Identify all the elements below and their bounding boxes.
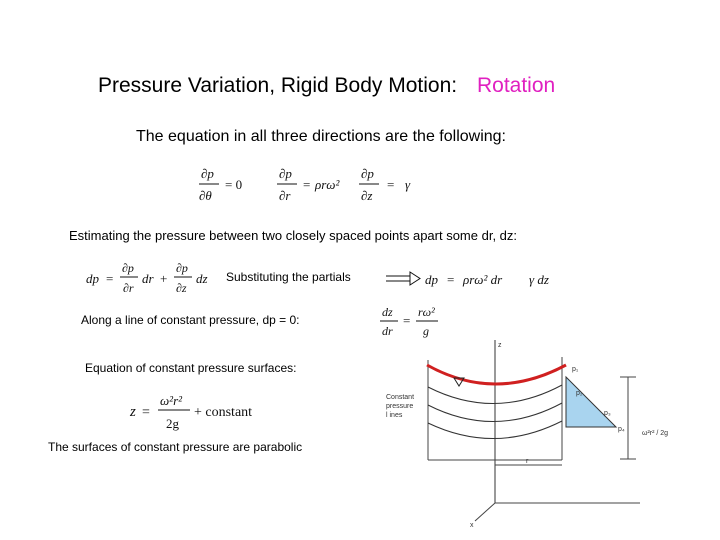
equation-substituted <box>425 264 565 292</box>
right-arrow-icon <box>386 272 422 286</box>
svg-text:γ: γ <box>405 177 411 192</box>
p1-label: p₁ <box>572 366 579 373</box>
svg-text:∂r: ∂r <box>279 188 291 203</box>
equation-partials <box>195 160 425 208</box>
svg-text:=: = <box>106 271 114 286</box>
svg-text:z: z <box>130 404 136 420</box>
svg-text:∂r: ∂r <box>123 281 134 295</box>
height-label: ω²r² / 2g <box>642 430 669 437</box>
svg-text:∂p: ∂p <box>176 261 188 275</box>
r-label: r <box>526 458 529 465</box>
svg-text:∂p: ∂p <box>201 166 214 181</box>
svg-text:=: = <box>387 177 395 192</box>
rotation-diagram <box>380 335 700 530</box>
svg-text:g: g <box>423 324 429 338</box>
x-label: x <box>470 522 474 529</box>
svg-text:dz: dz <box>196 271 208 286</box>
svg-text:γ dz: γ dz <box>529 272 549 287</box>
free-surface <box>427 365 566 384</box>
svg-text:=: = <box>447 272 455 287</box>
svg-text:ρrω²: ρrω² <box>315 177 340 192</box>
constant-line-text: Along a line of constant pressure, dp = 0: <box>81 313 300 327</box>
surfaces-heading: Equation of constant pressure surfaces: <box>85 361 297 375</box>
svg-text:= 0: = 0 <box>225 177 243 192</box>
svg-text:rω²: rω² <box>418 305 435 319</box>
svg-text:ω²r²: ω²r² <box>160 393 183 408</box>
pressure-distribution <box>566 377 616 427</box>
svg-text:∂θ: ∂θ <box>199 188 212 203</box>
equation-total-differential <box>86 258 216 300</box>
svg-text:dp: dp <box>86 271 99 286</box>
constant-pressure-label-2: pressure <box>386 403 414 410</box>
equation-surface <box>130 388 270 434</box>
substituting-text: Substituting the partials <box>226 270 351 284</box>
p4-label: p₄ <box>618 426 625 433</box>
svg-text:dr: dr <box>142 271 154 286</box>
p2-label: p₂ <box>576 390 583 397</box>
svg-text:∂z: ∂z <box>176 281 187 295</box>
svg-text:=: = <box>303 177 311 192</box>
svg-text:dz: dz <box>382 305 393 319</box>
z-label: z <box>498 342 502 349</box>
slide-title <box>98 74 555 98</box>
svg-text:dr: dr <box>382 324 393 338</box>
constant-pressure-label-3: l ines <box>386 412 403 419</box>
title-main: Pressure Variation, Rigid Body Motion: <box>98 74 458 97</box>
svg-text:∂p: ∂p <box>361 166 374 181</box>
svg-text:+ constant: + constant <box>194 405 253 420</box>
estimating-text: Estimating the pressure between two closely spaced points apart some dr, dz: <box>69 228 518 243</box>
svg-text:∂z: ∂z <box>361 188 373 203</box>
svg-text:=: = <box>403 313 411 328</box>
svg-text:=: = <box>142 405 150 420</box>
constant-pressure-label-1: Constant <box>386 394 415 401</box>
intro-text: The equation in all three directions are the following: <box>136 128 506 145</box>
title-accent: Rotation <box>476 74 556 97</box>
svg-text:∂p: ∂p <box>122 261 134 275</box>
p3-label: p₃ <box>604 410 611 417</box>
svg-text:∂p: ∂p <box>279 166 292 181</box>
svg-text:ρrω² dr: ρrω² dr <box>463 272 503 287</box>
svg-text:dp: dp <box>425 272 438 287</box>
conclusion-text: The surfaces of constant pressure are parabolic <box>48 440 303 454</box>
svg-text:+: + <box>160 271 168 286</box>
svg-text:2g: 2g <box>166 416 179 431</box>
